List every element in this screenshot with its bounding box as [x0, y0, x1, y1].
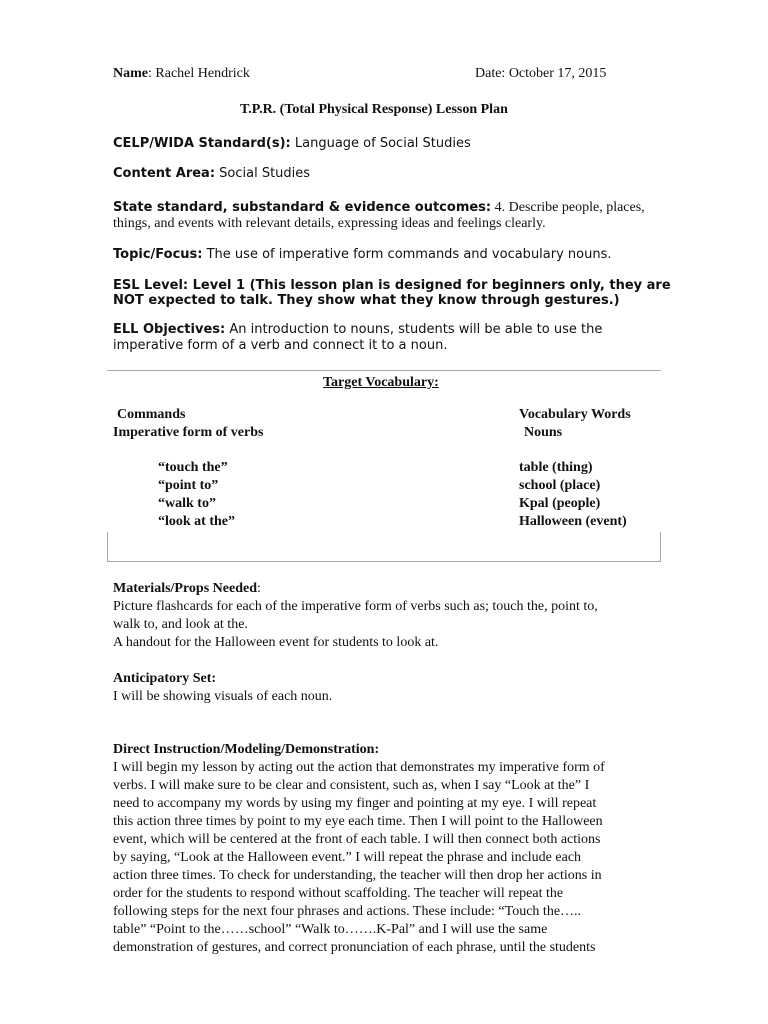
direct-instruction-line: order for the students to respond without scaffolding. The teacher will repeat the [113, 886, 564, 901]
command-item: “touch the” [158, 460, 228, 475]
command-item: “walk to” [158, 496, 216, 511]
content-area-value: Social Studies [215, 166, 311, 181]
imperative-heading: Imperative form of verbs [113, 425, 264, 440]
standard-value: Language of Social Studies [290, 136, 471, 151]
standard-line [113, 136, 471, 151]
direct-instruction-line: I will begin my lesson by acting out the action that demonstrates my imperative form of [113, 760, 605, 775]
standard-label: CELP/WIDA Standard(s): [113, 136, 291, 151]
ell-objectives-value-1: An introduction to nouns, students will be able to use the [225, 322, 603, 337]
anticipatory-text: I will be showing visuals of each noun. [113, 689, 333, 704]
topic-line [113, 247, 612, 262]
materials-line: Picture flashcards for each of the imperative form of verbs such as; touch the, point to, [113, 599, 598, 614]
direct-instruction-line: action three times. To check for understanding, the teacher will then drop her actions in [113, 868, 602, 883]
anticipatory-heading: Anticipatory Set: [113, 671, 217, 686]
ell-objectives-value-2: imperative form of a verb and connect it to a noun. [113, 338, 448, 353]
direct-instruction-line: following steps for the next four phrases and actions. These include: “Touch the….. [113, 904, 582, 919]
noun-item: Halloween (event) [519, 514, 627, 529]
vocab-box-top-border [107, 370, 661, 371]
command-item: “look at the” [158, 514, 235, 529]
name-value: : Rachel Hendrick [148, 66, 250, 81]
lesson-title: T.P.R. (Total Physical Response) Lesson Plan [240, 102, 508, 117]
vocab-box-bottom-border [107, 561, 661, 562]
noun-item: school (place) [519, 478, 601, 493]
direct-instruction-line: by saying, “Look at the Halloween event.” I will repeat the phrase and include each [113, 850, 582, 865]
topic-value: The use of imperative form commands and vocabulary nouns. [202, 247, 612, 262]
ell-objectives-line-1 [113, 322, 602, 337]
name-label: Name [113, 66, 148, 81]
vocab-box-left-border [107, 532, 108, 562]
esl-level-line-1: ESL Level: Level 1 (This lesson plan is designed for beginners only, they are [113, 278, 671, 293]
materials-colon: : [257, 581, 261, 596]
vocab-box-right-border [660, 532, 661, 562]
ell-objectives-label: ELL Objectives: [113, 322, 226, 337]
direct-instruction-line: table” “Point to the……school” “Walk to…….K-Pal” and I will use the same [113, 922, 548, 937]
direct-instruction-line: this action three times by point to my eye each time. Then I will point to the Halloween [113, 814, 603, 829]
date-line: Date: October 17, 2015 [475, 66, 607, 81]
nouns-heading: Nouns [524, 425, 563, 440]
commands-heading: Commands [117, 407, 186, 422]
state-standard-value-1: 4. Describe people, places, [491, 200, 645, 215]
esl-level-line-2: NOT expected to talk. They show what they know through gestures.) [113, 293, 620, 308]
command-item: “point to” [158, 478, 219, 493]
materials-line: walk to, and look at the. [113, 617, 248, 632]
topic-label: Topic/Focus: [113, 247, 203, 262]
name-line [113, 66, 250, 82]
vocab-words-heading: Vocabulary Words [519, 407, 631, 422]
state-standard-value-2: things, and events with relevant details, expressing ideas and feelings clearly. [113, 216, 546, 231]
content-area-line [113, 166, 310, 181]
materials-heading-line [113, 581, 261, 597]
direct-instruction-line: event, which will be centered at the front of each table. I will then connect both actions [113, 832, 601, 847]
state-standard-line-1 [113, 199, 645, 216]
noun-item: table (thing) [519, 460, 593, 475]
state-standard-label: State standard, substandard & evidence outcomes: [113, 200, 492, 215]
vocab-heading: Target Vocabulary: [323, 375, 439, 390]
materials-heading: Materials/Props Needed [113, 581, 257, 596]
direct-instruction-line: verbs. I will make sure to be clear and consistent, such as, when I say “Look at the” I [113, 778, 590, 793]
noun-item: Kpal (people) [519, 496, 601, 511]
direct-instruction-line: demonstration of gestures, and correct pronunciation of each phrase, until the students [113, 940, 596, 955]
materials-line: A handout for the Halloween event for students to look at. [113, 635, 439, 650]
direct-instruction-line: need to accompany my words by using my finger and pointing at my eye. I will repeat [113, 796, 597, 811]
direct-instruction-heading: Direct Instruction/Modeling/Demonstration: [113, 742, 380, 757]
content-area-label: Content Area: [113, 166, 216, 181]
